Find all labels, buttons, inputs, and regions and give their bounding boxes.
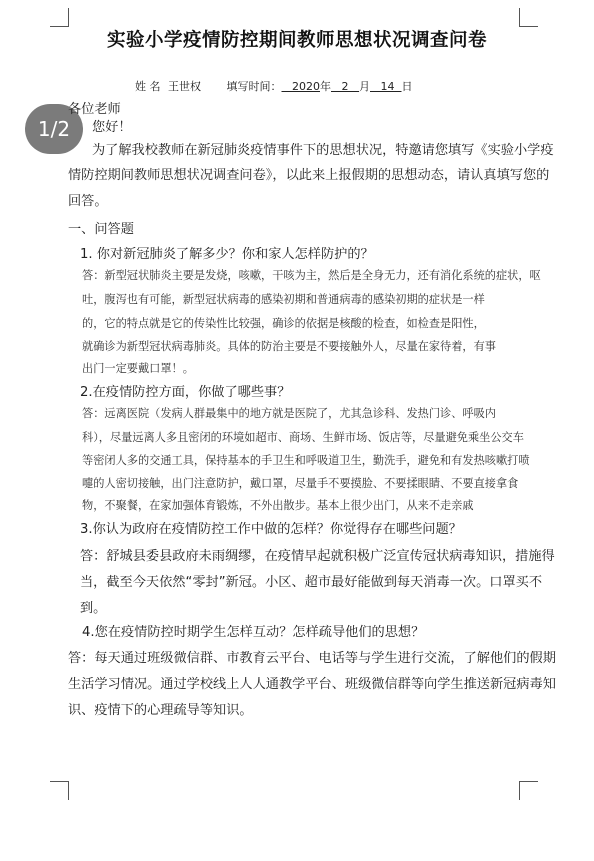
name-value: 王世权	[168, 80, 201, 93]
question-3: 3.你认为政府在疫情防控工作中做的怎样？你觉得存在哪些问题？	[80, 522, 462, 537]
question-1: 1. 你对新冠肺炎了解多少？你和家人怎样防护的？	[80, 247, 374, 262]
answer-2-line: 等密闭人多的交通工具，保持基本的手卫生和呼吸道卫生，勤洗手，避免和有发热咳嗽打喷	[82, 454, 530, 467]
date-day: 14	[380, 80, 395, 93]
answer-2-line: 答：远离医院（发病人群最集中的地方就是医院了，尤其急诊科、发热门诊、呼吸内	[82, 407, 496, 420]
name-label: 姓 名	[135, 80, 161, 93]
document-title: 实验小学疫情防控期间教师思想状况调查问卷	[106, 30, 487, 51]
date-month-blank	[331, 80, 359, 93]
date-year-blank	[282, 80, 321, 93]
answer-2-line: 物，不聚餐，在家加强体育锻炼，不外出散步。基本上很少出门，从来不走亲戚	[82, 499, 474, 512]
answer-1-line: 就确诊为新型冠状病毒肺炎。具体的防治主要是不要接触外人，尽量在家待着，有事	[82, 340, 496, 353]
question-2: 2.在疫情防控方面，你做了哪些事？	[80, 385, 291, 400]
crop-mark-top-right	[519, 8, 538, 27]
intro-line: 回答。	[68, 194, 108, 209]
date-month: 2	[341, 80, 349, 93]
date-year: 2020	[292, 80, 320, 93]
answer-4-line: 生活学习情况。通过学校线上人人通教学平台、班级微信群等向学生推送新冠病毒知	[68, 677, 556, 692]
answer-2-line: 科），尽量远离人多且密闭的环境如超市、商场、生鲜市场、饭店等，尽量避免乘坐公交车	[82, 431, 524, 444]
greeting: 各位老师	[68, 102, 121, 117]
question-4: 4.您在疫情防控时期学生怎样互动？怎样疏导他们的思想？	[82, 625, 425, 640]
answer-1-line: 答：新型冠状肺炎主要是发烧，咳嗽，干咳为主，然后是全身无力，还有消化系统的症状，呕	[82, 269, 541, 282]
date-day-blank	[370, 80, 402, 93]
answer-1-line: 吐，腹泻也有可能，新型冠状病毒的感染初期和普通病毒的感染初期的症状是一样	[82, 293, 485, 306]
answer-4-line: 答：每天通过班级微信群、市教育云平台、电话等与学生进行交流，了解他们的假期	[68, 651, 556, 666]
page-indicator-badge: 1/2	[25, 104, 83, 154]
intro-line: 情防控期间教师思想状况调查问卷》，以此来上报假期的思想动态，请认真填写您的	[68, 168, 550, 183]
crop-mark-top-left	[50, 8, 69, 27]
date-month-unit: 月	[359, 80, 370, 93]
date-year-unit: 年	[320, 80, 331, 93]
respondent-info	[135, 78, 413, 94]
answer-2-line: 嚏的人密切接触，出门注意防护，戴口罩，尽量手不要摸脸、不要揉眼睛、不要直接拿食	[82, 477, 519, 490]
crop-mark-bottom-left	[50, 781, 69, 800]
salutation: 您好！	[92, 120, 132, 135]
date-day-unit: 日	[401, 80, 413, 93]
answer-3-line: 当，截至今天依然“零封”新冠。小区、超市最好能做到每天消毒一次。口罩买不	[80, 575, 543, 590]
answer-1-line: 的，它的特点就是它的传染性比较强，确诊的依据是核酸的检查，如检查是阳性，	[82, 317, 485, 330]
answer-4-line: 识、疫情下的心理疏导等知识。	[68, 703, 253, 718]
intro-line: 为了解我校教师在新冠肺炎疫情事件下的思想状况，特邀请您填写《实验小学疫	[92, 143, 554, 158]
crop-mark-bottom-right	[519, 781, 538, 800]
section-heading: 一、问答题	[68, 222, 134, 237]
date-label: 填写时间：	[226, 80, 282, 93]
answer-1-line: 出门一定要戴口罩！。	[82, 362, 194, 375]
answer-3-line: 答：舒城县委县政府未雨绸缪，在疫情早起就积极广泛宣传冠状病毒知识，措施得	[80, 549, 555, 564]
answer-3-line: 到。	[80, 601, 107, 616]
